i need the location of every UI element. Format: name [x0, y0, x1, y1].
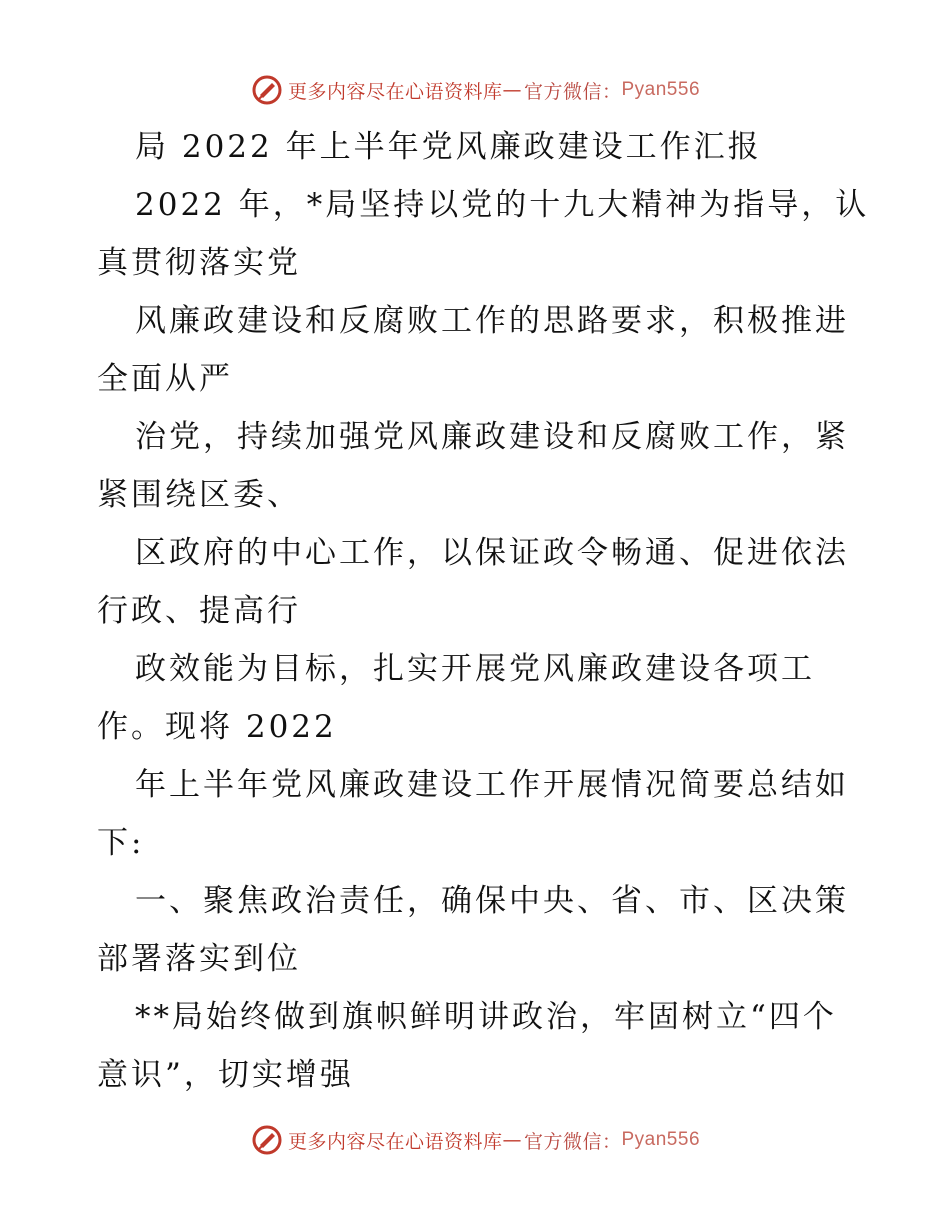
document-line: 作。现将 2022 — [97, 709, 337, 745]
document-line: 政效能为目标，扎实开展党风廉政建设各项工 — [135, 651, 815, 687]
document-line: 真贯彻落实党 — [97, 245, 301, 281]
document-line: 局 2022 年上半年党风廉政建设工作汇报 — [135, 129, 762, 165]
document-line: 一、聚焦政治责任，确保中央、省、市、区决策 — [135, 883, 849, 919]
banner-brand-text: 更多内容尽在心语资料库 — [287, 1130, 503, 1153]
brand-logo-icon — [250, 73, 284, 107]
document-line: 风廉政建设和反腐败工作的思路要求，积极推进 — [135, 303, 849, 339]
document-line: 2022 年，*局坚持以党的十九大精神为指导，认 — [135, 187, 870, 223]
document-line: 全面从严 — [97, 361, 233, 397]
document-line: 部署落实到位 — [97, 941, 301, 977]
document-line: **局始终做到旗帜鲜明讲政治，牢固树立“四个 — [135, 999, 837, 1035]
document-line: 紧围绕区委、 — [97, 477, 301, 513]
banner-brand-text: 更多内容尽在心语资料库 — [287, 80, 503, 103]
document-line: 区政府的中心工作，以保证政令畅通、促进依法 — [135, 535, 849, 571]
banner-dash: — — [502, 1129, 522, 1151]
banner-wechat-label: 官方微信： — [523, 1130, 622, 1153]
banner-wechat-label: 官方微信： — [523, 80, 622, 103]
footer-banner — [0, 1122, 950, 1158]
document-line: 意识”，切实增强 — [97, 1057, 354, 1093]
banner-wechat-id: Pyan556 — [621, 79, 701, 100]
header-banner — [0, 72, 950, 108]
document-line: 年上半年党风廉政建设工作开展情况简要总结如 — [135, 767, 849, 803]
document-line: 下: — [97, 825, 145, 861]
document-line: 治党，持续加强党风廉政建设和反腐败工作，紧 — [135, 419, 849, 455]
banner-dash: — — [502, 79, 522, 101]
document-line: 行政、提高行 — [97, 593, 301, 629]
banner-wechat-id: Pyan556 — [621, 1129, 701, 1150]
brand-logo-icon — [250, 1123, 284, 1157]
document-body — [97, 118, 870, 1104]
